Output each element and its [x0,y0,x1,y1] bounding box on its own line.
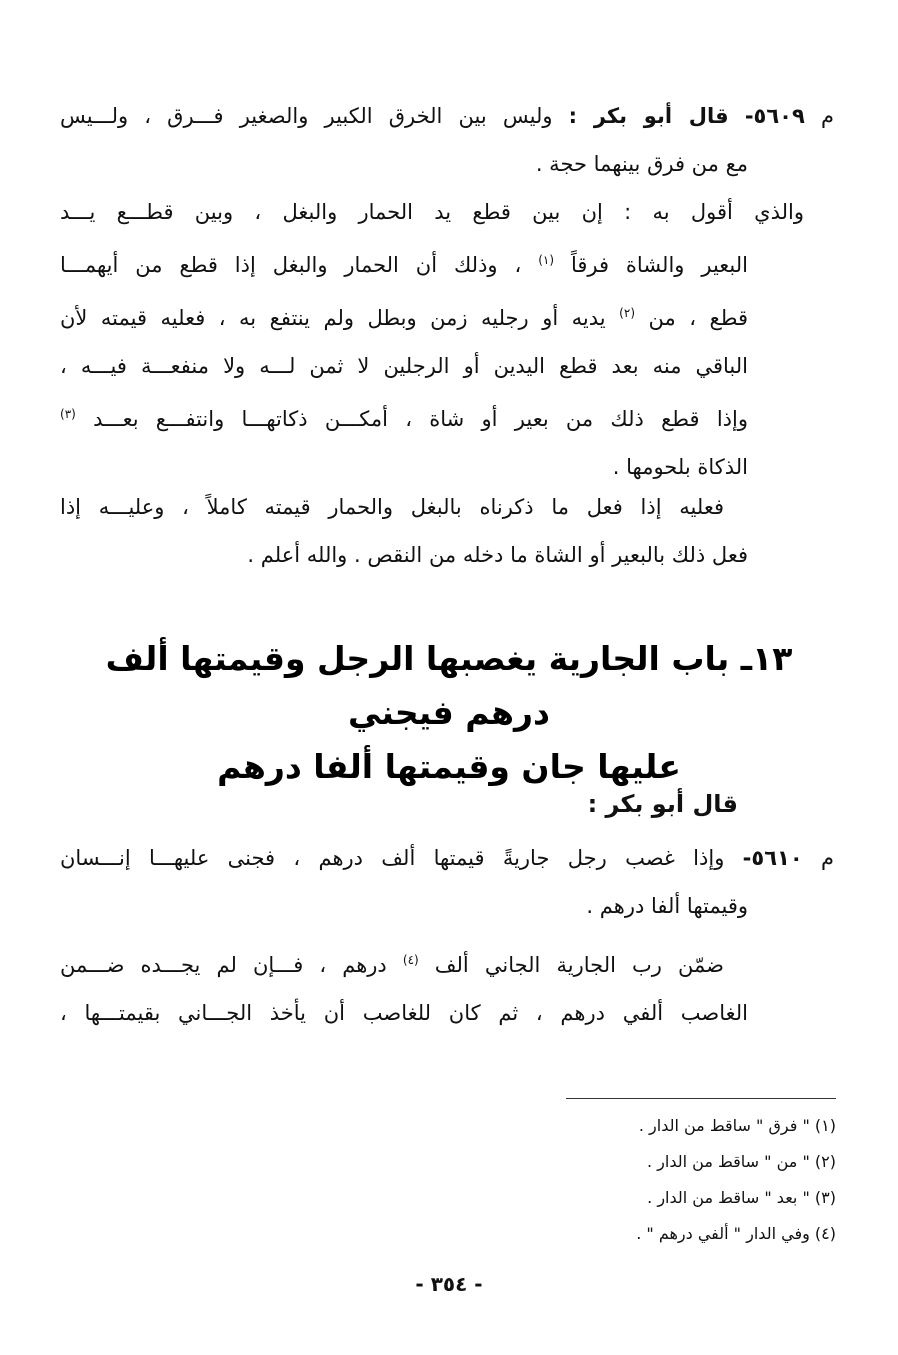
para2-line-2: فعل ذلك بالبعير أو الشاة ما دخله من النقص . والله أعلم . [247,543,748,567]
entry-5610-line-2: وقيمتها ألفا درهم . [586,894,748,918]
footnote-ref-2: (٢) [619,306,635,320]
para1-line-5: وإذا قطع ذلك من بعير أو شاة ، أمكـــن ذكاتهـــا وانتفـــع بعـــد $^{(٣)}$ [60,407,748,431]
para1-line-3: قطع ، من $^{(٢)}$ يديه أو رجليه زمن وبطل ولم ينتفع به ، فعليه قيمته لأن [60,306,748,330]
entry-text: وليس بين الخرق الكبير والصغير فـــرق ، ولـــيس [60,104,553,128]
entry-text: وإذا غصب رجل جاريةً قيمتها ألف درهم ، فجنى عليهـــا إنـــسان [60,846,725,870]
entry-5610-line-1 [60,834,834,882]
para1-line-6: الذكاة بلحومها . [612,455,748,479]
footnote-ref-3: (٣) [60,407,76,421]
margin-marker: م [820,104,834,128]
paragraph-1 [60,188,834,491]
footnote-1: (١) " فرق " ساقط من الدار . [638,1116,836,1135]
para1-line-4: الباقي منه بعد قطع اليدين أو الرجلين لا ثمن لـــه ولا منفعـــة فيـــه ، [60,354,748,378]
entry-5609 [60,92,834,188]
entry-5610 [60,834,834,930]
footnote-2: (٢) " من " ساقط من الدار . [646,1152,836,1171]
footnote-separator [566,1098,836,1099]
entry-number: ٥٦١٠- [742,846,803,870]
margin-marker: م [820,846,834,870]
entry-5609-line-2: مع من فرق بينهما حجة . [535,152,748,176]
entry-5609-line-1 [60,92,834,140]
chapter-heading [60,632,838,794]
footnote-3: (٣) " بعد " ساقط من الدار . [647,1188,836,1207]
para3-line-1: ضمّن رب الجارية الجاني ألف $^{(٤)}$ درهم ، فـــإن لم يجـــده ضـــمن [60,953,724,977]
footnote-ref-1: (١) [538,253,555,267]
para2-line-1: فعليه إذا فعل ما ذكرناه بالبغل والحمار قيمته كاملاً ، وعليـــه إذا [60,495,724,519]
para1-line-2: البعير والشاة فرقاً $^{(١)}$ ، وذلك أن الحمار والبغل إذا قطع من أيهمـــا [60,253,748,277]
footnote-4: (٤) وفي الدار " ألفي درهم " . [636,1224,836,1243]
paragraph-2 [60,483,834,579]
entry-number: ٥٦٠٩- [744,104,805,128]
para3-line-2: الغاصب ألفي درهم ، ثم كان للغاصب أن يأخذ الجـــاني بقيمتـــها ، [60,1001,748,1025]
chapter-heading-line-2: عليها جان وقيمتها ألفا درهم [217,747,681,786]
speaker-heading: قال أبو بكر : [587,790,738,818]
para1-line-1: والذي أقول به : إن بين قطع يد الحمار والبغل ، وبين قطـــع يـــد [60,200,804,224]
footnotes [536,1108,836,1252]
chapter-heading-line-1: ١٣ـ باب الجارية يغصبها الرجل وقيمتها ألف درهم فيجني [105,639,793,732]
page-number: - ٣٥٤ - [415,1272,483,1296]
paragraph-3 [60,936,834,1037]
speaker-label: قال أبو بكر : [568,104,729,128]
footnote-ref-4: (٤) [402,953,419,967]
